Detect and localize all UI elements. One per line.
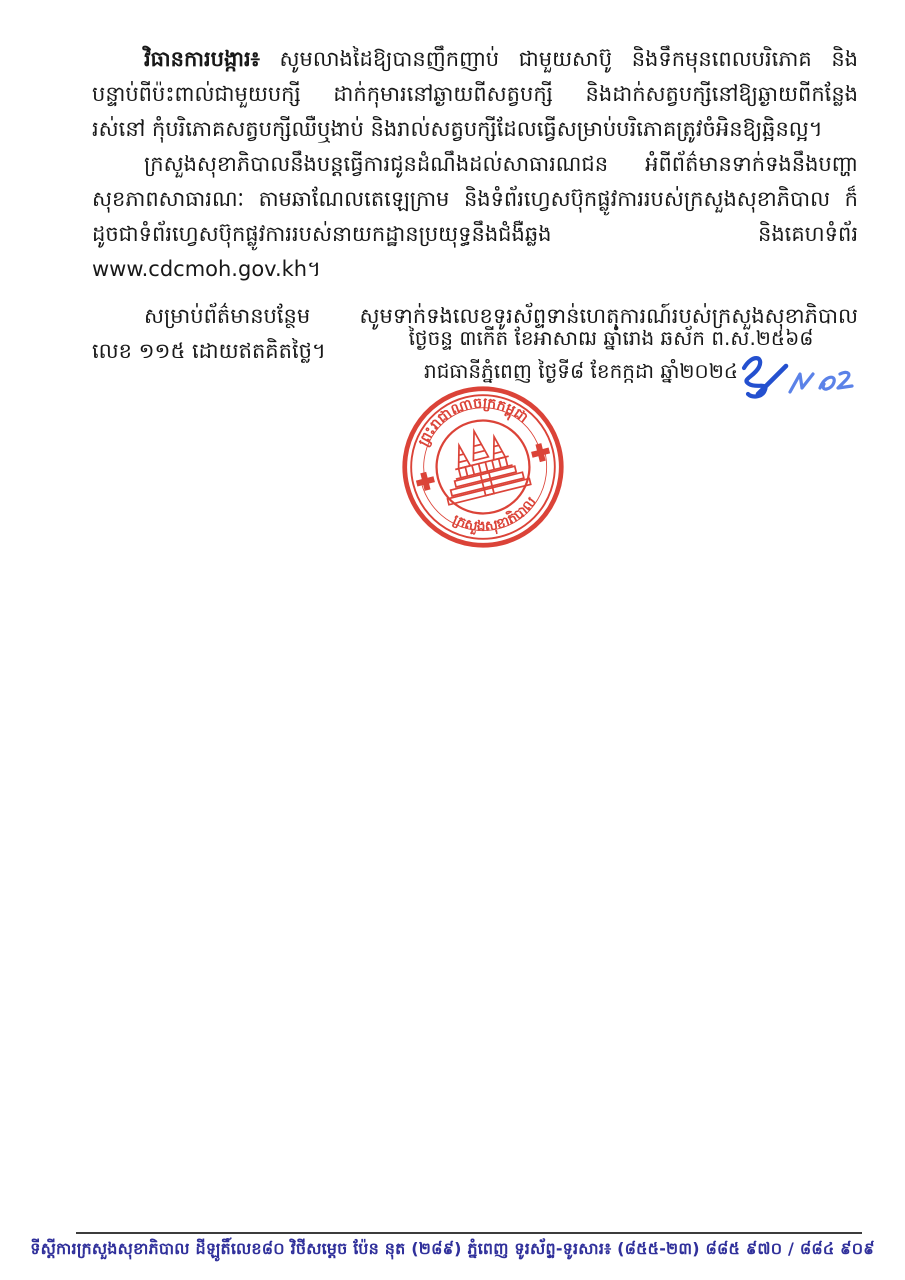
- footer-address-line: ទីស្តីការក្រសួងសុខាភិបាល ដីឡូតិ៍លេខ៨០ វិថីសម្តេច ប៉ែន នុត (២៨៩) ភ្នំពេញ ទូរស័ព្ទ-ទូរសារ៖ (៨៥៥-២៣) ៨៨៥ ៩៧០ / ៨៨៤ ៩០៩: [30, 1239, 875, 1258]
- signature-ink-icon: [728, 348, 868, 410]
- letter-body: [92, 42, 858, 369]
- paragraph-2-text: ក្រសួងសុខាភិបាលនឹងបន្តធ្វើការជូនដំណឹងដល់សាធារណជន អំពីព័ត៌មានទាក់ទងនឹងបញ្ហាសុខភាពសាធារណៈ តាមឆាណែលតេឡេក្រាម និងទំព័រហ្វេសប៊ុកផ្លូវការរបស់ក្រសួងសុខាភិបាល ក៏ដូចជាទំព័រហ្វេសប៊ុកផ្លូវការរបស់នាយកដ្ឋានប្រយុទ្ធនឹងជំងឺឆ្លង និងគេហទំព័រ www.cdcmoh.gov.kh។: [92, 152, 858, 281]
- seal-top-text: ព្រះរាជាណាចក្រកម្ពុជា: [415, 395, 531, 450]
- paragraph-1-text: សូមលាងដៃឱ្យបានញឹកញាប់ ជាមួយសាប៊ូ និងទឹកមុនពេលបរិភោគ និងបន្ទាប់ពីប៉ះពាល់ជាមួយបក្សី ដាក់កុមារនៅឆ្ងាយពីសត្វបក្សី និងដាក់សត្វបក្សីនៅឱ្យឆ្ងាយពីកន្លែងរស់នៅ កុំបរិភោគសត្វបក្សីឈឺឬងាប់ និងរាល់សត្វបក្សីដែលធ្វើសម្រាប់បរិភោគត្រូវចំអិនឱ្យឆ្អិនល្អ។: [92, 47, 858, 141]
- ministry-seal-stamp: [397, 381, 569, 553]
- paragraph-lead-bold: វិធានការបង្ការ៖: [144, 47, 260, 71]
- ministry-seal-icon: [397, 381, 569, 553]
- place-date-line: រាជធានីភ្នំពេញ ថ្ងៃទី៨ ខែកក្កដា ឆ្នាំ២០២៤: [424, 359, 738, 383]
- lunar-date-line: ថ្ងៃចន្ទ ៣កើត ខែអាសាឍ ឆ្នាំរោង ឆស័ក ព.ស.២៥៦៨: [408, 326, 814, 350]
- signature-initials: [728, 348, 868, 410]
- seal-bottom-text: ក្រសួងសុខាភិបាល: [450, 494, 540, 535]
- paragraph-public-information: [92, 147, 858, 287]
- footer-divider: [76, 1232, 862, 1234]
- paragraph-3-text: សម្រាប់ព័ត៌មានបន្ថែម សូមទាក់ទងលេខទូរស័ព្ទទាន់ហេតុការណ៍របស់ក្រសួងសុខាភិបាល លេខ ១១៥ ដោយឥតគិតថ្លៃ។: [92, 304, 858, 363]
- paragraph-prevention-measures: [92, 42, 858, 147]
